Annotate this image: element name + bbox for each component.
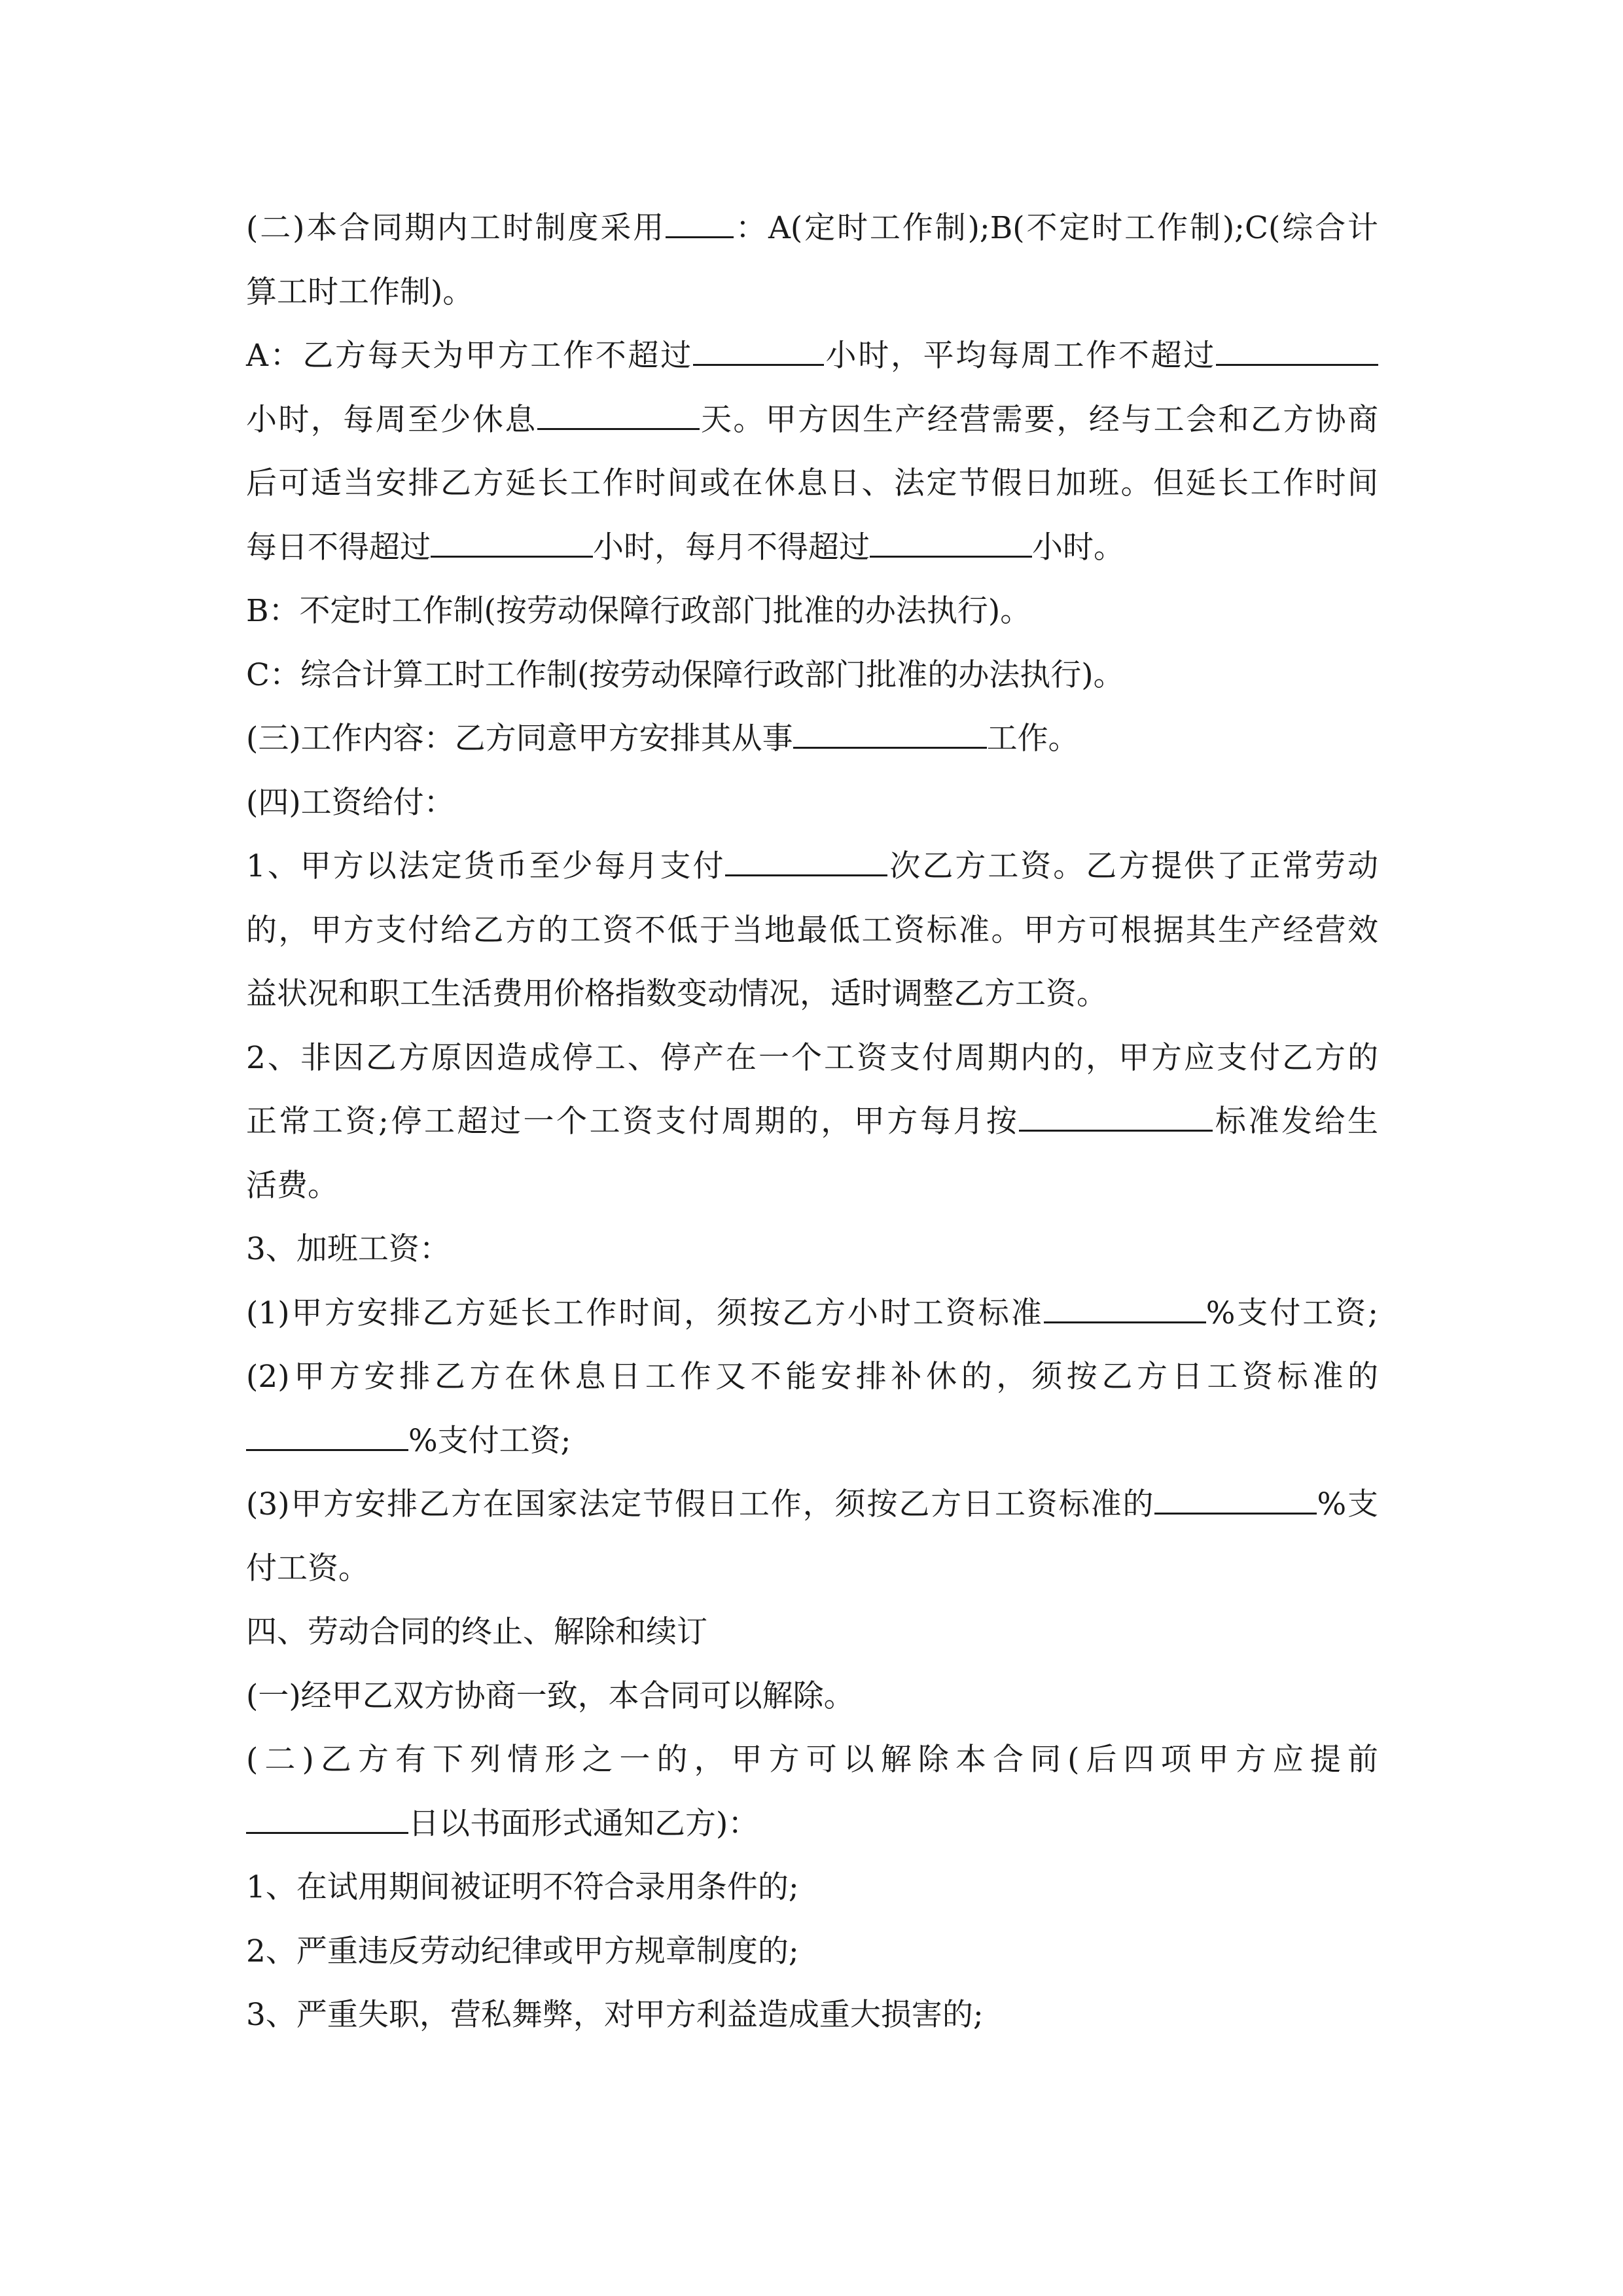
fill-blank[interactable] bbox=[1216, 334, 1378, 366]
text-line: 日以书面形式通知乙方)： bbox=[246, 1792, 1378, 1856]
document-body bbox=[246, 196, 1378, 2047]
text-line: B：不定时工作制(按劳动保障行政部门批准的办法执行)。 bbox=[246, 593, 1031, 629]
text-line: C：综合计算工时工作制(按劳动保障行政部门批准的办法执行)。 bbox=[246, 656, 1124, 693]
text-line: 活费。 bbox=[246, 1167, 338, 1204]
fill-blank[interactable] bbox=[1154, 1482, 1317, 1515]
fill-blank[interactable] bbox=[537, 398, 700, 430]
text-line: A：乙方每天为甲方工作不超过 小时，平均每周工作不超过 bbox=[246, 324, 1378, 388]
fill-blank[interactable] bbox=[666, 206, 734, 238]
fill-blank[interactable] bbox=[870, 526, 1032, 558]
text-line: 益状况和职工生活费用价格指数变动情况，适时调整乙方工资。 bbox=[246, 976, 1107, 1012]
text-line: 1、甲方以法定货币至少每月支付 次乙方工资。乙方提供了正常劳动 bbox=[246, 834, 1378, 899]
text-line: (二)本合同期内工时制度采用 ：A(定时工作制);B(不定时工作制);C(综合计 bbox=[246, 196, 1378, 260]
text-line: 算工时工作制)。 bbox=[246, 274, 474, 310]
text-line: (二)乙方有下列情形之一的，甲方可以解除本合同(后四项甲方应提前 bbox=[246, 1742, 1378, 1778]
text-line: %支付工资; bbox=[246, 1409, 1378, 1473]
text-line: (1)甲方安排乙方延长工作时间，须按乙方小时工资标准 %支付工资; bbox=[246, 1282, 1378, 1346]
text-line: 2、严重违反劳动纪律或甲方规章制度的; bbox=[246, 1933, 799, 1969]
fill-blank[interactable] bbox=[693, 334, 824, 366]
fill-blank[interactable] bbox=[246, 1419, 408, 1451]
text-line: (2)甲方安排乙方在休息日工作又不能安排补休的，须按乙方日工资标准的 bbox=[246, 1359, 1378, 1395]
fill-blank[interactable] bbox=[1019, 1100, 1213, 1132]
text-line: 后可适当安排乙方延长工作时间或在休息日、法定节假日加班。但延长工作时间 bbox=[246, 465, 1378, 501]
text-line: (一)经甲乙双方协商一致，本合同可以解除。 bbox=[246, 1677, 855, 1714]
text-line: 2、非因乙方原因造成停工、停产在一个工资支付周期内的，甲方应支付乙方的 bbox=[246, 1039, 1378, 1076]
text-line: 付工资。 bbox=[246, 1550, 369, 1587]
text-line: (3)甲方安排乙方在国家法定节假日工作，须按乙方日工资标准的 %支 bbox=[246, 1473, 1378, 1537]
text-line: 的，甲方支付给乙方的工资不低于当地最低工资标准。甲方可根据其生产经营效 bbox=[246, 912, 1378, 948]
text-line: (四)工资给付： bbox=[246, 784, 455, 821]
text-line: 1、在试用期间被证明不符合录用条件的; bbox=[246, 1869, 799, 1905]
text-line: 3、严重失职，营私舞弊，对甲方利益造成重大损害的; bbox=[246, 1997, 984, 2033]
fill-blank[interactable] bbox=[725, 844, 887, 876]
text-line: 正常工资;停工超过一个工资支付周期的，甲方每月按 标准发给生 bbox=[246, 1090, 1378, 1154]
fill-blank[interactable] bbox=[1044, 1291, 1206, 1323]
text-line: (三)工作内容：乙方同意甲方安排其从事 工作。 bbox=[246, 707, 1378, 771]
fill-blank[interactable] bbox=[793, 717, 987, 749]
fill-blank[interactable] bbox=[431, 526, 593, 558]
text-line: 3、加班工资： bbox=[246, 1231, 450, 1267]
section-heading: 四、劳动合同的终止、解除和续订 bbox=[246, 1614, 707, 1650]
fill-blank[interactable] bbox=[246, 1802, 408, 1834]
text-line: 每日不得超过 小时，每月不得超过 小时。 bbox=[246, 516, 1378, 580]
text-line: 小时，每周至少休息 天。甲方因生产经营需要，经与工会和乙方协商 bbox=[246, 388, 1378, 452]
